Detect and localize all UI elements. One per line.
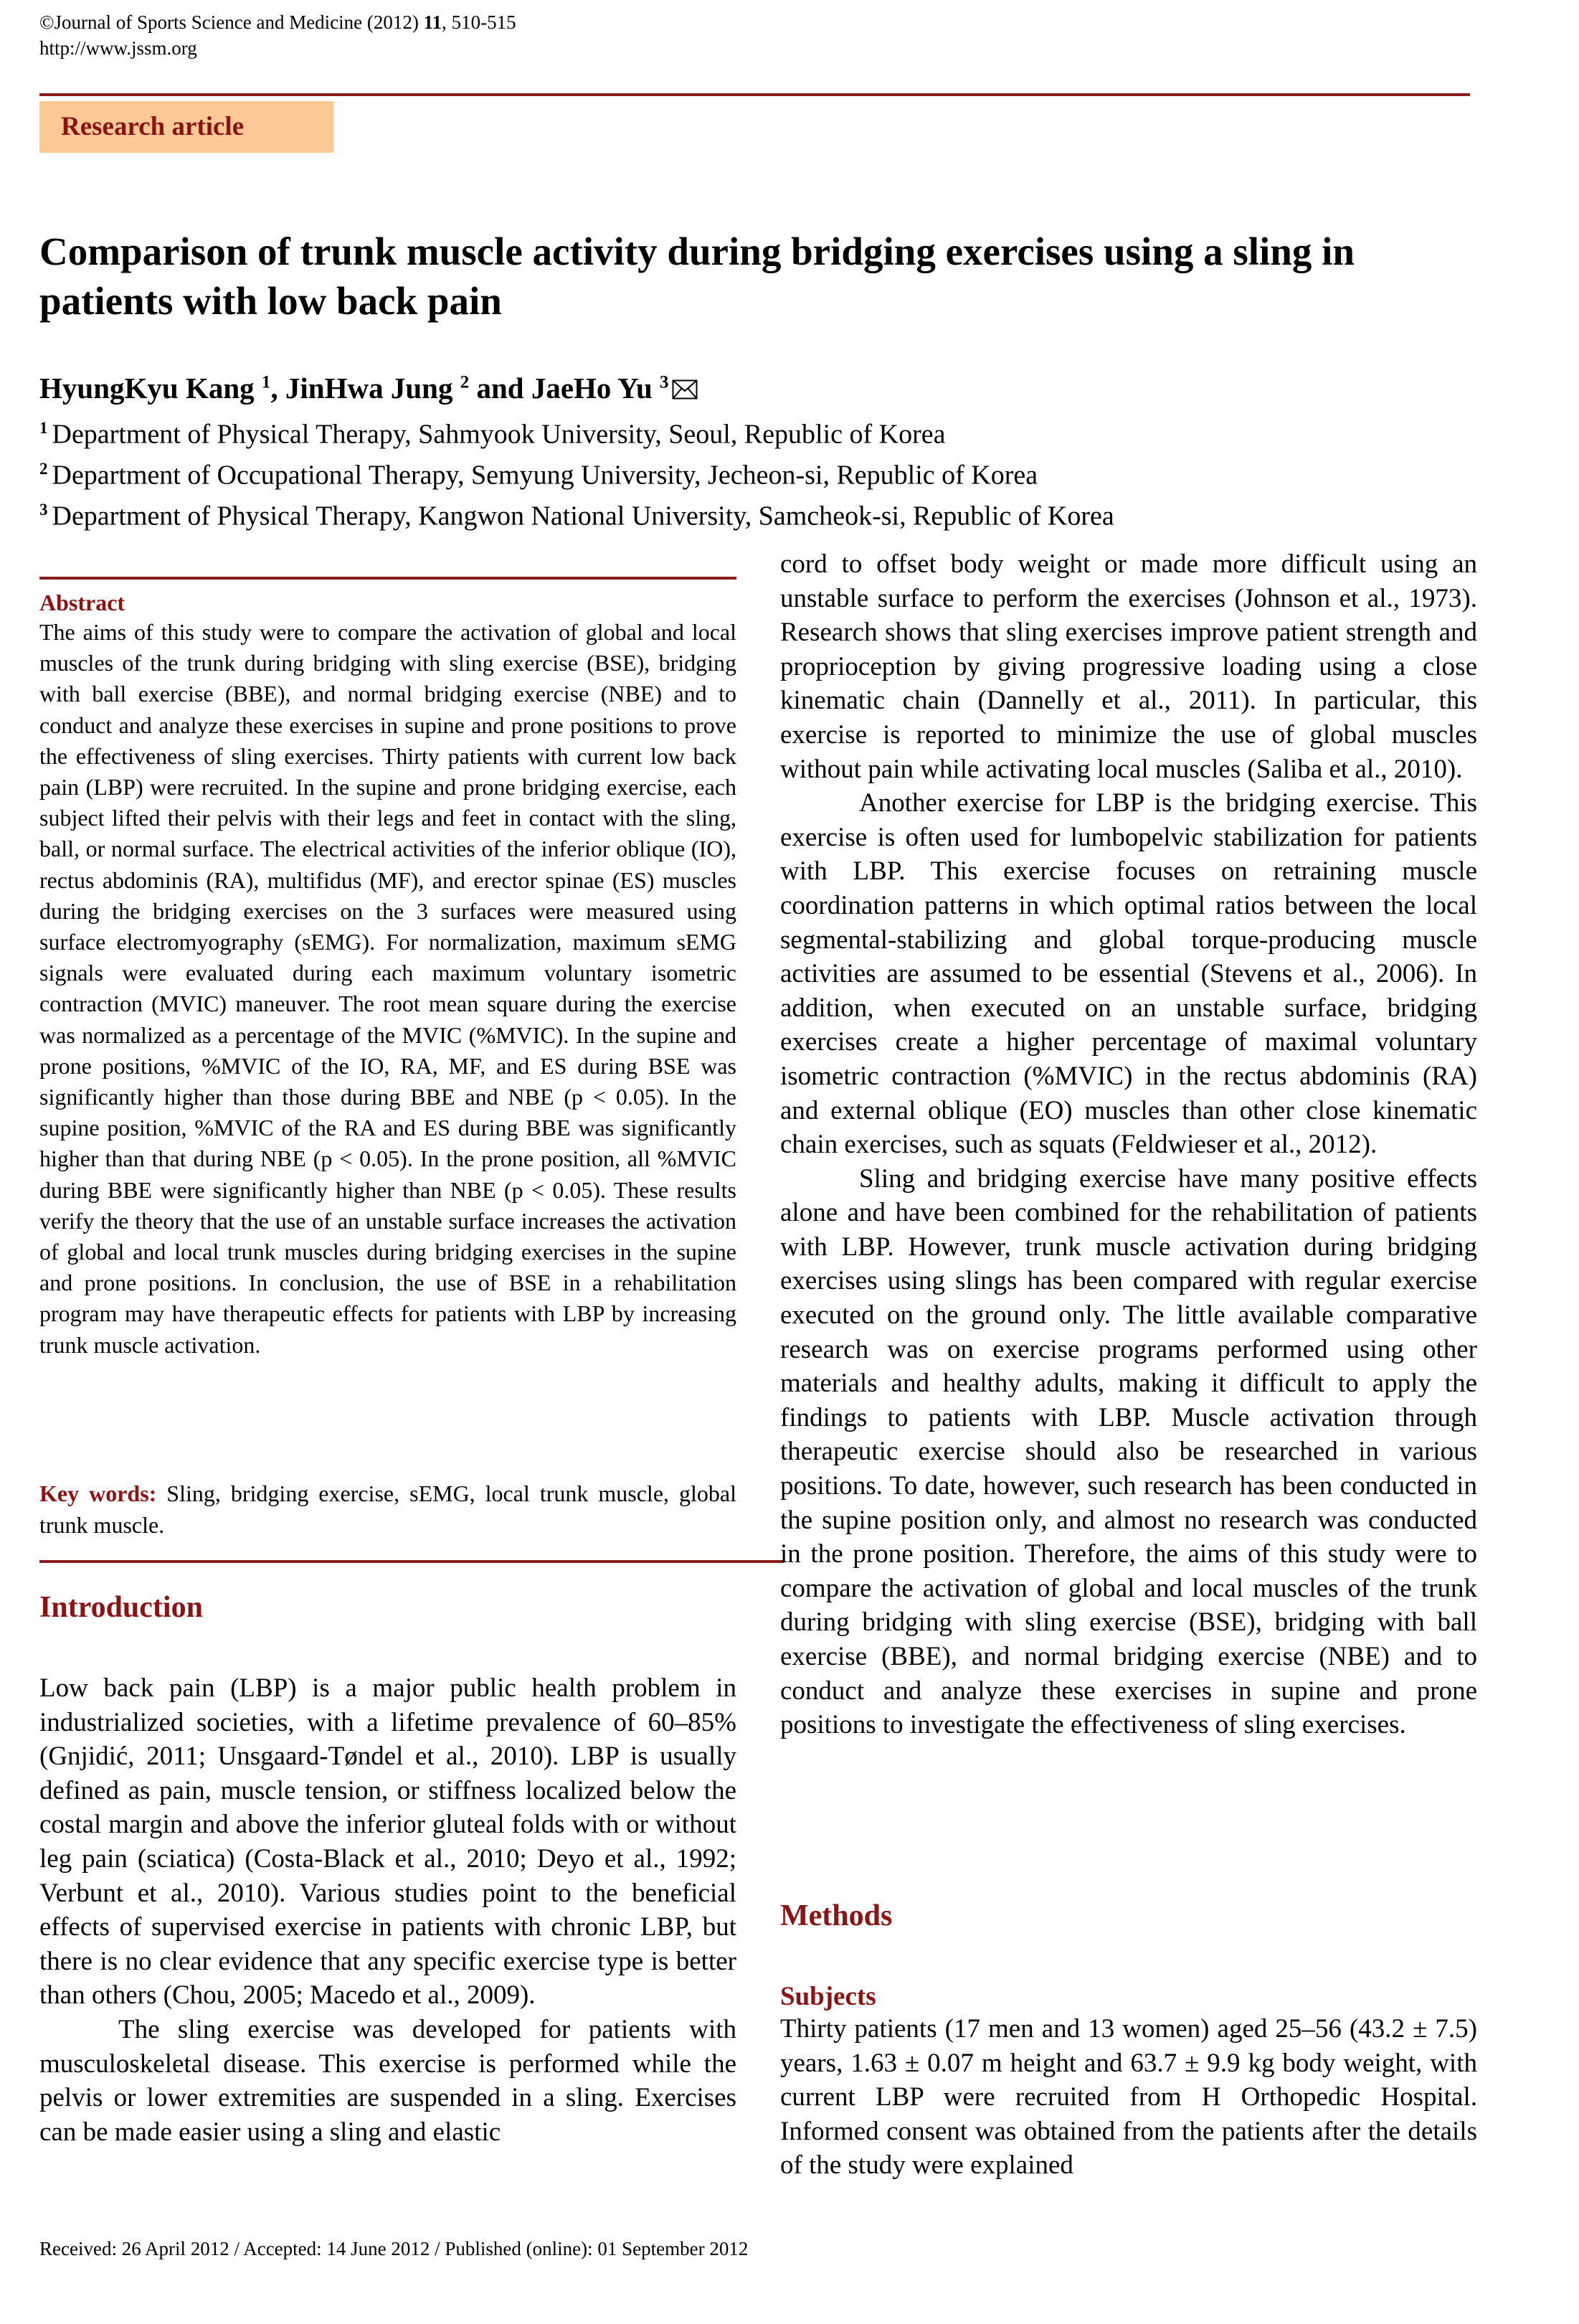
author-name: JinHwa Jung [285,372,453,405]
subjects-heading: Subjects [780,1982,876,2011]
journal-citation: ©Journal of Sports Science and Medicine (2012) 11, 510-515 [39,11,516,33]
header-rule [39,93,1470,96]
abstract-bottom-rule [39,1560,784,1563]
introduction-right-column [780,547,1477,1742]
abstract-heading: Abstract [39,590,125,615]
methods-heading: Methods [780,1899,893,1932]
abstract [39,588,736,1361]
paragraph: Another exercise for LBP is the bridging exercise. This exercise is often used for lumbopelvic stabilization for patients with LBP. This exercise focuses on retraining muscle coordination patterns in which optimal ratios between the local segmental-stabilizing and global torque-producing muscle activities are assumed to be essential (Stevens et al., 2006). In addition, when executed on an unstable surface, bridging exercises create a higher percentage of maximal voluntary isometric contraction (%MVIC) in the rectus abdominis (RA) and external oblique (EO) muscles than other close kinematic chain exercises, such as squats (Feldwieser et al., 2012). [780,788,1477,1160]
article-type-badge: Research article [39,101,333,153]
author-list: HyungKyu Kang $^1$, JinHwa Jung $^2$ and JaeHo Yu $^3$ [39,371,698,405]
subjects-text-block [780,2012,1477,2183]
keywords-label: Key words: [39,1480,157,1506]
article-title: Comparison of trunk muscle activity during bridging exercises using a sling in patients with low back pain [39,230,1355,323]
introduction-left-column [39,1671,736,2149]
affiliation: $^3$ Department of Physical Therapy, Kangwon National University, Samcheok-si, Republic of Korea [39,501,1114,532]
affiliation-list [39,411,1114,534]
affiliation: $^1$ Department of Physical Therapy, Sahmyook University, Seoul, Republic of Korea [39,419,946,450]
journal-url[interactable]: http://www.jssm.org [39,37,197,59]
envelope-icon[interactable] [672,379,698,400]
paragraph: Low back pain (LBP) is a major public health problem in industrialized societies, with a lifetime prevalence of 60–85% (Gnjidić, 2011; Unsgaard-Tøndel et al., 2010). LBP is usually defined as pain, muscle tension, or stiffness localized below the costal margin and above the inferior gluteal folds with or without leg pain (sciatica) (Costa-Black et al., 2010; Deyo et al., 1992; Verbunt et al., 2010). Various studies point to the beneficial effects of supervised exercise in patients with chronic LBP, but there is no clear evidence that any specific exercise type is better than others (Chou, 2005; Macedo et al., 2009). [39,1673,736,2011]
abstract-top-rule [39,577,736,580]
paragraph: Thirty patients (17 men and 13 women) aged 25–56 (43.2 ± 7.5) years, 1.63 ± 0.07 m height and 63.7 ± 9.9 kg body weight, with current LBP were recruited from H Orthopedic Hospital. Informed consent was obtained from the patients after the details of the study were explained [780,2014,1477,2181]
journal-volume: 11 [423,11,442,33]
author-name: HyungKyu Kang [39,372,255,405]
paragraph: Sling and bridging exercise have many positive effects alone and have been combined for the rehabilitation of patients with LBP. However, trunk muscle activation during bridging exercises using slings has been compared with regular exercise executed on the ground only. The little available comparative research was on exercise programs performed using other materials and healthy adults, making it difficult to apply the findings to patients with LBP. Muscle activation through therapeutic exercise should also be researched in various positions. To date, however, such research has been conducted in the supine position only, and almost no research was conducted in the prone position. Therefore, the aims of this study were to compare the activation of global and local muscles of the trunk during bridging with sling exercise (BSE), bridging with ball exercise (BBE), and normal bridging exercise (NBE) and to conduct and analyze these exercises in supine and prone positions to investigate the effectiveness of sling exercises. [780,1163,1477,1740]
author-name: JaeHo Yu [531,372,653,405]
introduction-heading: Introduction [39,1591,203,1624]
keywords [39,1478,736,1541]
abstract-text: The aims of this study were to compare the activation of global and local muscles of the trunk during bridging with sling exercise (BSE), bridging with ball exercise (BBE), and normal bridging exercise (NBE) and to conduct and analyze these exercises in supine and prone positions to prove the effectiveness of sling exercises. Thirty patients with current low back pain (LBP) were recruited. In the supine and prone bridging exercise, each subject lifted their pelvis with their legs and feet in contact with the sling, ball, or normal surface. The electrical activities of the inferior oblique (IO), rectus abdominis (RA), multifidus (MF), and erector spinae (ES) muscles during the bridging exercises on the 3 surfaces were measured using surface electromyography (sEMG). For normalization, maximum sEMG signals were evaluated during each maximum voluntary isometric contraction (MVIC) maneuver. The root mean square during the exercise was normalized as a percentage of the MVIC (%MVIC). In the supine and prone positions, %MVIC of the IO, RA, MF, and ES during BSE was significantly higher than those during BBE and NBE (p < 0.05). In the supine position, %MVIC of the RA and ES during BBE was significantly higher than that during NBE (p < 0.05). In the prone position, all %MVIC during BBE were significantly higher than NBE (p < 0.05). These results verify the theory that the use of an unstable surface increases the activation of global and local trunk muscles during bridging exercises in the supine and prone positions. In conclusion, the use of BSE in a rehabilitation program may have therapeutic effects for patients with LBP by increasing trunk muscle activation. [39,619,736,1358]
paragraph: cord to offset body weight or made more difficult using an unstable surface to perform the exercises (Johnson et al., 1973). Research shows that sling exercises improve patient strength and proprioception by giving progressive loading using a close kinematic chain (Dannelly et al., 2011). In particular, this exercise is reported to minimize the use of global muscles without pain while activating local muscles (Saliba et al., 2010). [780,549,1477,784]
journal-header [39,10,516,62]
paragraph: The sling exercise was developed for patients with musculoskeletal disease. This exercise is performed while the pelvis or lower extremities are suspended in a sling. Exercises can be made easier using a sling and elastic [39,2014,736,2147]
keywords-text: Sling, bridging exercise, sEMG, local trunk muscle, global trunk muscle. [39,1480,737,1538]
publication-dates: Received: 26 April 2012 / Accepted: 14 June 2012 / Published (online): 01 September 2012 [39,2238,749,2259]
affiliation: $^2$ Department of Occupational Therapy, Semyung University, Jecheon-si, Republic of Korea [39,460,1038,491]
